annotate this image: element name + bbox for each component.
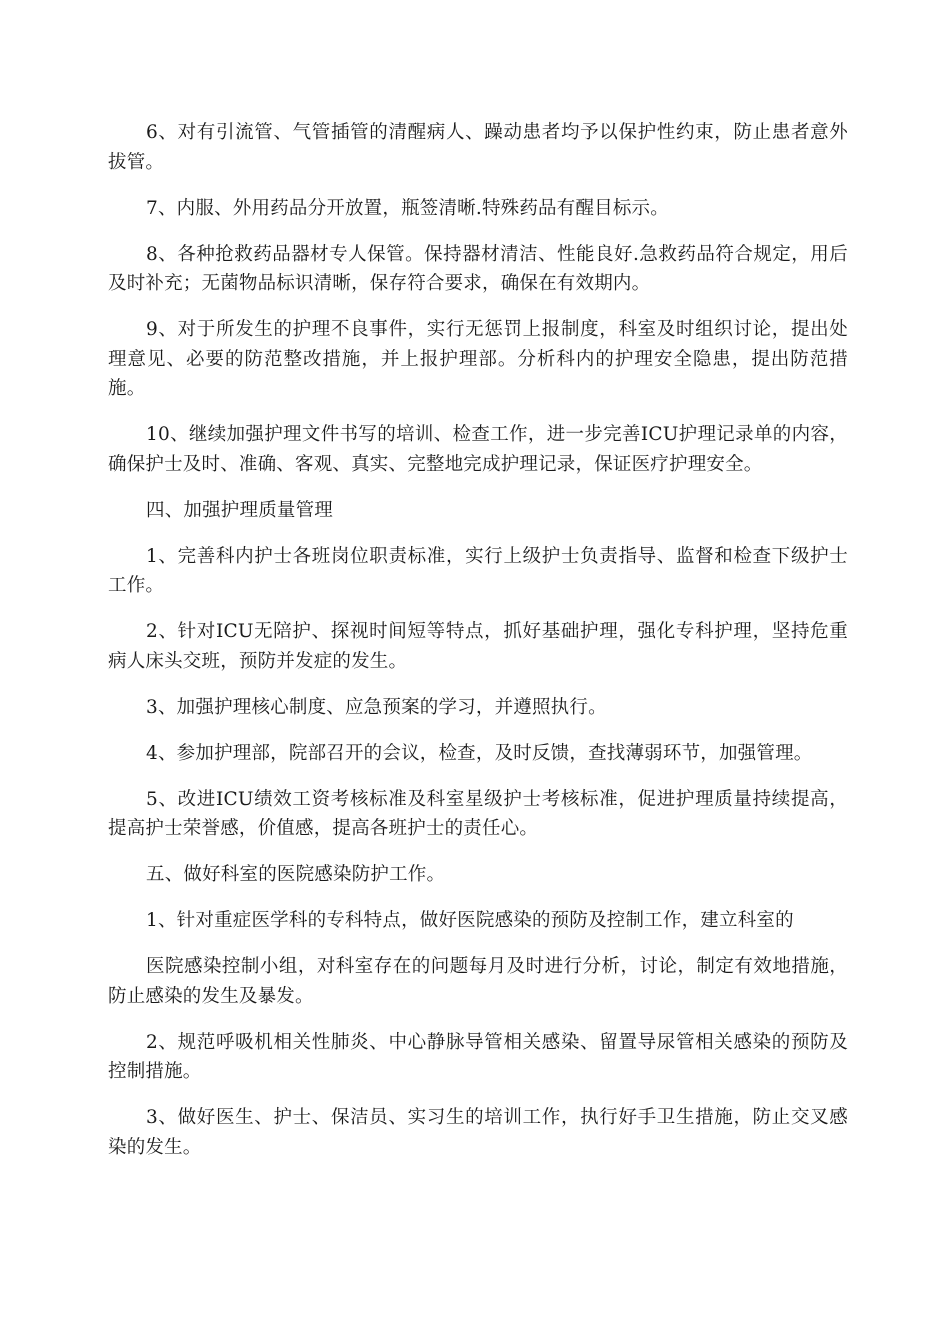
paragraph-item-9: 9、对于所发生的护理不良事件，实行无惩罚上报制度，科室及时组织讨论，提出处理意见、必要的防范整改措施，并上报护理部。分析科内的护理安全隐患，提出防范措施。	[108, 319, 848, 399]
paragraph-quality-1: 1、完善科内护士各班岗位职责标准，实行上级护士负责指导、监督和检查下级护士工作。	[108, 545, 848, 596]
paragraph-infection-1-continued: 医院感染控制小组，对科室存在的问题每月及时进行分析，讨论，制定有效地措施，防止感染的发生及暴发。	[108, 956, 848, 1007]
document-body	[108, 118, 848, 1179]
paragraph-infection-1: 1、针对重症医学科的专科特点，做好医院感染的预防及控制工作，建立科室的	[146, 910, 794, 931]
section-heading-5: 五、做好科室的医院感染防护工作。	[146, 864, 446, 885]
paragraph-item-7: 7、内服、外用药品分开放置，瓶签清晰.特殊药品有醒目标示。	[146, 197, 669, 219]
paragraph-quality-3: 3、加强护理核心制度、应急预案的学习，并遵照执行。	[146, 696, 607, 718]
paragraph-item-10: 10、继续加强护理文件书写的培训、检查工作，进一步完善ICU护理记录单的内容，确保护士及时、准确、客观、真实、完整地完成护理记录，保证医疗护理安全。	[108, 424, 848, 475]
paragraph-quality-5: 5、改进ICU绩效工资考核标准及科室星级护士考核标准，促进护理质量持续提高，提高护士荣誉感，价值感，提高各班护士的责任心。	[108, 788, 848, 839]
paragraph-infection-3: 3、做好医生、护士、保洁员、实习生的培训工作，执行好手卫生措施，防止交叉感染的发生。	[108, 1107, 848, 1158]
paragraph-quality-4: 4、参加护理部，院部召开的会议，检查，及时反馈，查找薄弱环节，加强管理。	[146, 742, 813, 764]
paragraph-infection-2: 2、规范呼吸机相关性肺炎、中心静脉导管相关感染、留置导尿管相关感染的预防及控制措施。	[108, 1031, 848, 1082]
paragraph-item-8: 8、各种抢救药品器材专人保管。保持器材清洁、性能良好.急救药品符合规定，用后及时补充；无菌物品标识清晰，保存符合要求，确保在有效期内。	[108, 243, 848, 294]
paragraph-quality-2: 2、针对ICU无陪护、探视时间短等特点，抓好基础护理，强化专科护理，坚持危重病人床头交班，预防并发症的发生。	[108, 621, 848, 672]
paragraph-item-6: 6、对有引流管、气管插管的清醒病人、躁动患者均予以保护性约束，防止患者意外拔管。	[108, 122, 848, 173]
section-heading-4: 四、加强护理质量管理	[146, 499, 334, 521]
